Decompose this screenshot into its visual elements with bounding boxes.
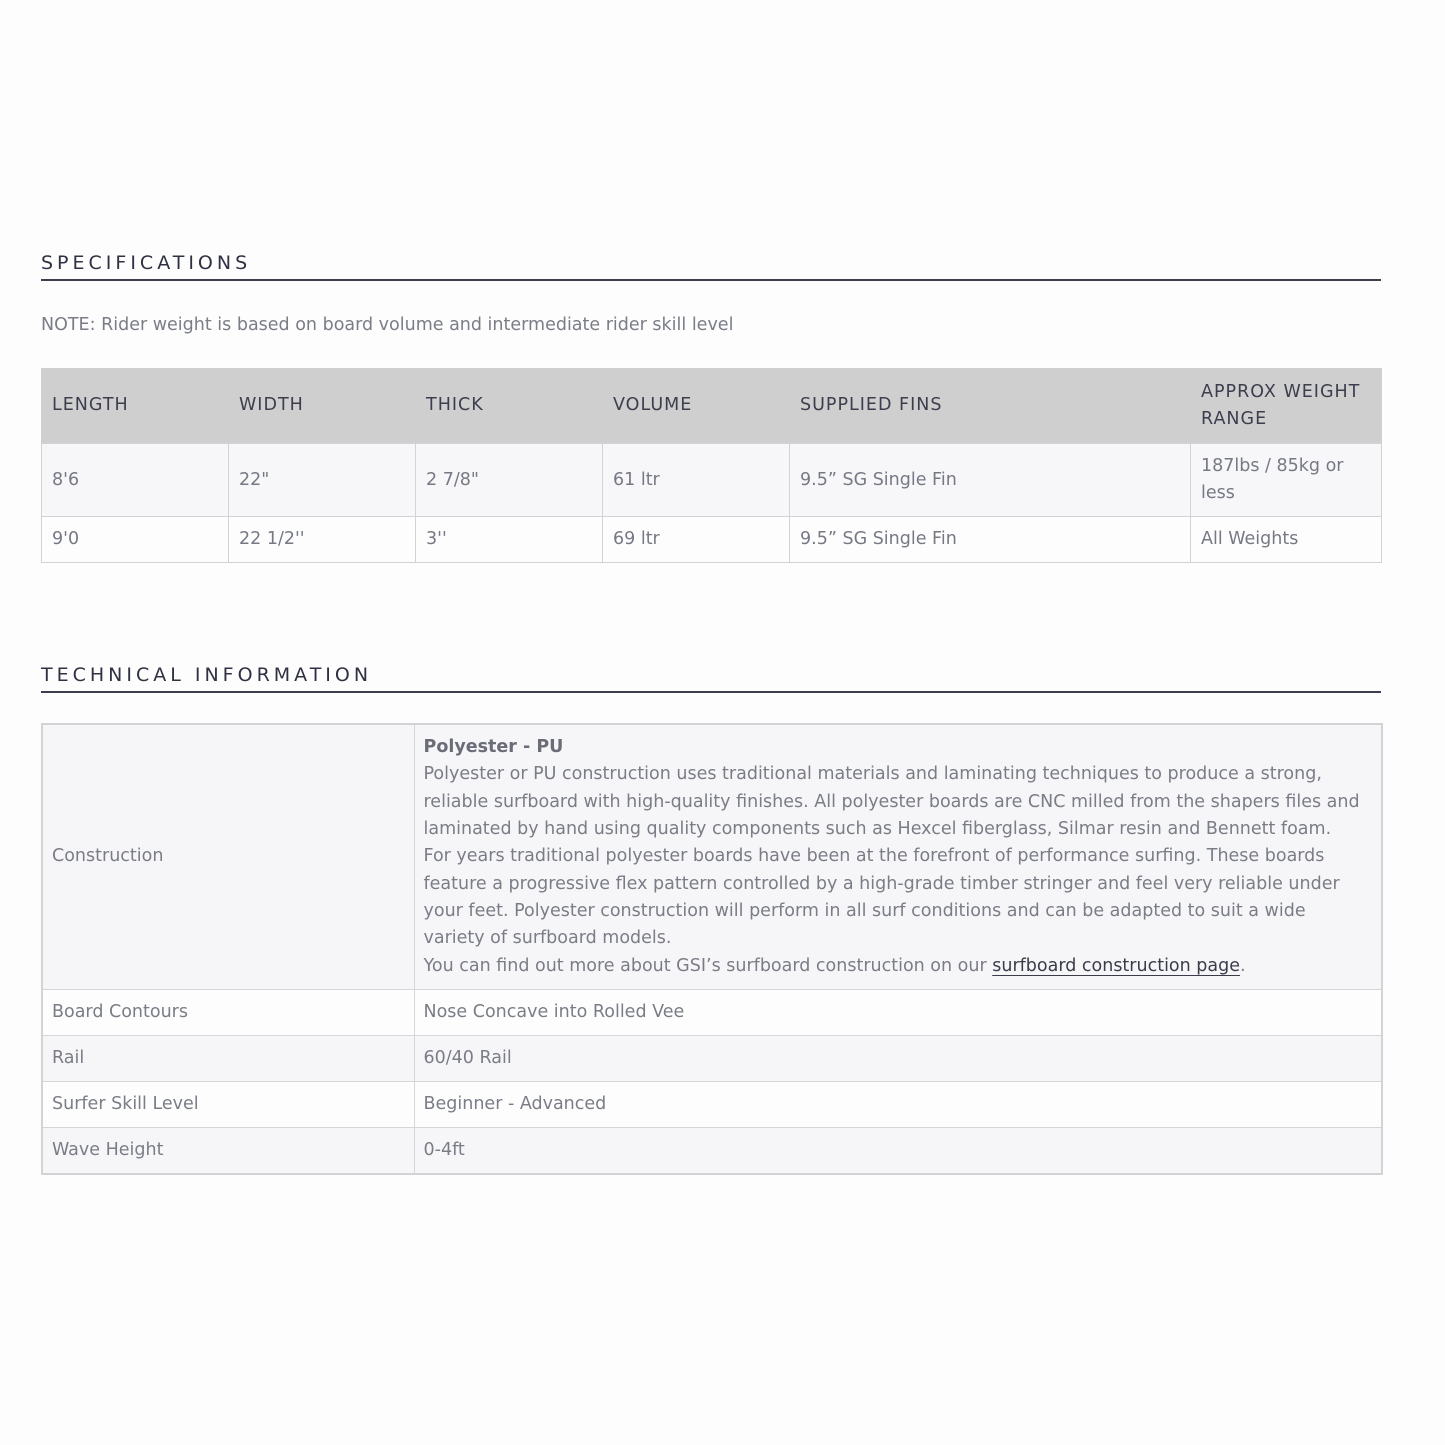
specifications-header-row bbox=[42, 368, 1382, 444]
rail-value: 60/40 Rail bbox=[414, 1036, 1382, 1082]
cell-supplied-fins: 9.5” SG Single Fin bbox=[790, 517, 1191, 563]
technical-information-section bbox=[41, 664, 1381, 1175]
header-volume: VOLUME bbox=[603, 368, 790, 444]
construction-label: Construction bbox=[42, 724, 414, 990]
cell-length: 8'6 bbox=[42, 444, 229, 517]
construction-paragraph-3 bbox=[424, 953, 1373, 980]
technical-information-table bbox=[41, 723, 1383, 1175]
cell-thick: 2 7/8" bbox=[416, 444, 603, 517]
table-row bbox=[42, 517, 1382, 563]
cell-width: 22" bbox=[229, 444, 416, 517]
cell-supplied-fins: 9.5” SG Single Fin bbox=[790, 444, 1191, 517]
surfer-skill-level-value: Beginner - Advanced bbox=[414, 1082, 1382, 1128]
cell-volume: 61 ltr bbox=[603, 444, 790, 517]
header-length: LENGTH bbox=[42, 368, 229, 444]
cell-thick: 3'' bbox=[416, 517, 603, 563]
specifications-table bbox=[41, 368, 1382, 563]
construction-paragraph-2: For years traditional polyester boards have been at the forefront of performance surfing. These boards feature a progressive flex pattern controlled by a high-grade timber stringer and feel very reliable under your feet. Polyester construction will perform in all surf conditions and can be adapted to suit a wide variety of surfboard models. bbox=[423, 846, 1340, 949]
board-contours-value: Nose Concave into Rolled Vee bbox=[414, 990, 1382, 1036]
rail-label: Rail bbox=[42, 1036, 414, 1082]
header-supplied-fins: SUPPLIED FINS bbox=[790, 368, 1191, 444]
construction-value bbox=[414, 724, 1382, 990]
cell-width: 22 1/2'' bbox=[229, 517, 416, 563]
construction-paragraph-3-end: . bbox=[1240, 955, 1246, 976]
table-row bbox=[42, 724, 1382, 990]
header-weight-range: APPROX WEIGHT RANGE bbox=[1191, 368, 1382, 444]
construction-heading: Polyester - PU bbox=[423, 737, 564, 758]
technical-information-title: TECHNICAL INFORMATION bbox=[41, 664, 1381, 693]
cell-length: 9'0 bbox=[42, 517, 229, 563]
surfboard-construction-link[interactable]: surfboard construction page bbox=[992, 955, 1240, 976]
surfer-skill-level-label: Surfer Skill Level bbox=[42, 1082, 414, 1128]
header-width: WIDTH bbox=[229, 368, 416, 444]
specifications-section bbox=[41, 252, 1381, 563]
table-row bbox=[42, 444, 1382, 517]
construction-paragraph-3-text: You can find out more about GSI’s surfboard construction on our bbox=[423, 955, 993, 976]
construction-paragraph-1: Polyester or PU construction uses traditional materials and laminating techniques to produce a strong, reliable surfboard with high-quality finishes. All polyester boards are CNC milled from the shapers files and laminated by hand using quality components such as Hexcel fiberglass, Silmar resin and Bennett foam. bbox=[423, 764, 1360, 840]
cell-volume: 69 ltr bbox=[603, 517, 790, 563]
board-contours-label: Board Contours bbox=[42, 990, 414, 1036]
rider-weight-note: NOTE: Rider weight is based on board volume and intermediate rider skill level bbox=[41, 315, 734, 335]
cell-weight-range: 187lbs / 85kg or less bbox=[1191, 444, 1382, 517]
table-row bbox=[42, 1082, 1382, 1128]
table-row bbox=[42, 990, 1382, 1036]
specifications-title: SPECIFICATIONS bbox=[41, 252, 1381, 281]
table-row bbox=[42, 1036, 1382, 1082]
cell-weight-range: All Weights bbox=[1191, 517, 1382, 563]
header-thick: THICK bbox=[416, 368, 603, 444]
table-row bbox=[42, 1128, 1382, 1175]
wave-height-value: 0-4ft bbox=[414, 1128, 1382, 1175]
wave-height-label: Wave Height bbox=[42, 1128, 414, 1175]
